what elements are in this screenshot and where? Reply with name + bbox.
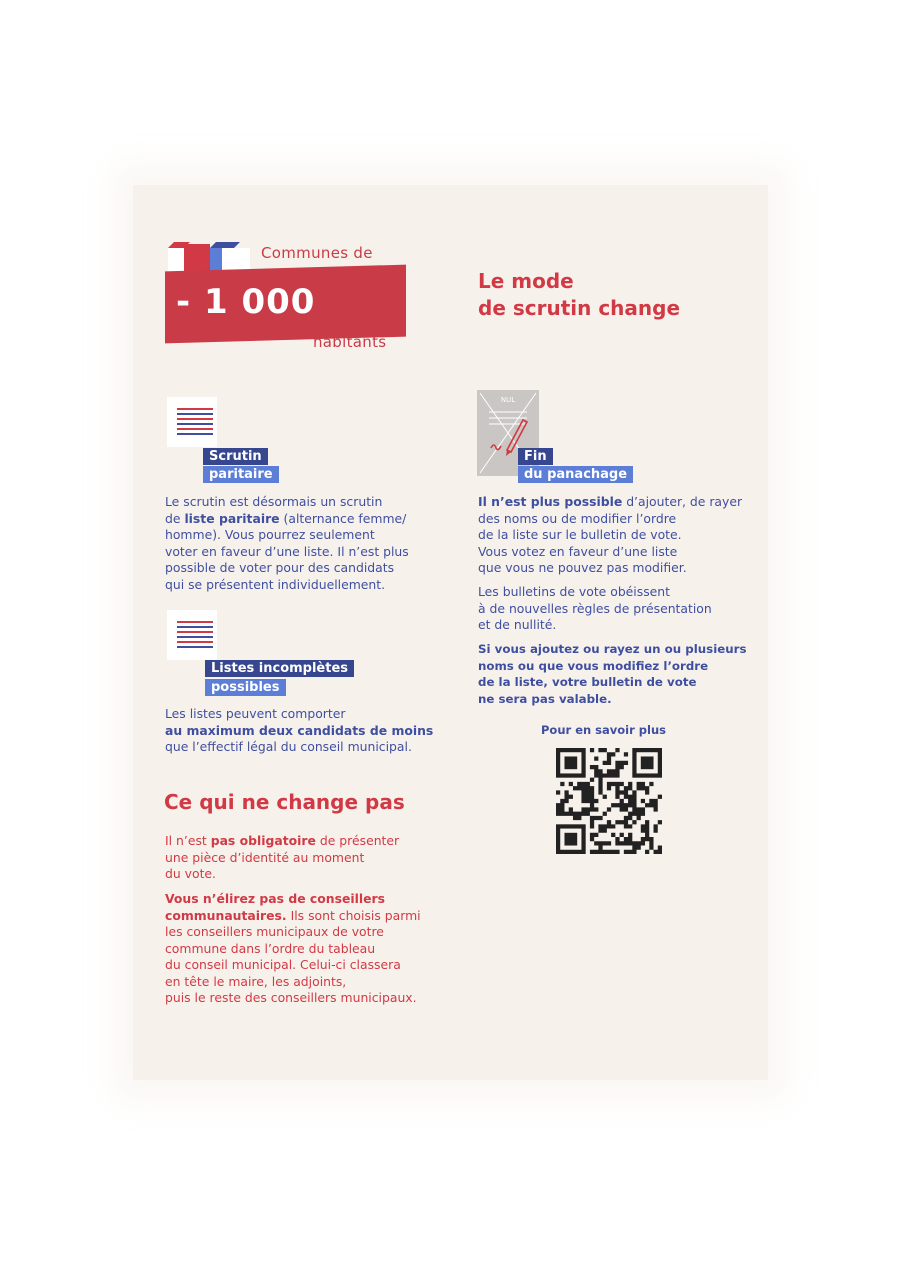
void-label: NUL [500,396,516,404]
scrutin-paritaire-text: Le scrutin est désormais un scrutin de liste paritaire (alternance femme/ homme). Vous pourrez seulement voter en faveur d’une liste. Il n’est plus possible de voter pour des candidats qui se présentent individuellement. [165,494,409,592]
tag-possibles: possibles [205,679,286,696]
logo-bottom-text: habitants [313,333,387,351]
listes-incompletes-text: Les listes peuvent comporter au maximum deux candidats de moins que l’effectif légal du conseil municipal. [165,706,434,754]
more-info-label: Pour en savoir plus [541,723,667,737]
ballot-icon [167,610,217,660]
unchanged-title: Ce qui ne change pas [164,790,405,814]
tag-scrutin: Scrutin [203,448,268,465]
unchanged-paragraph-2: Vous n’élirez pas de conseillers communautaires. Ils sont choisis parmi les conseillers municipaux de votre commune dans l’ordre du tableau du conseil municipal. Celui-ci classera en tête le maire, les adjoints, puis le reste des conseillers municipaux. [165,891,421,1005]
panachage-paragraph-2: Les bulletins de vote obéissent à de nouvelles règles de présentation et de nullité. [478,584,712,632]
main-title: Le mode de scrutin change [478,269,681,320]
panachage-paragraph-3: Si vous ajoutez ou rayez un ou plusieurs noms ou que vous modifiez l’ordre de la liste, votre bulletin de vote ne sera pas valable. [478,642,747,706]
ballot-icon [167,397,217,447]
qr-code-icon[interactable] [556,748,662,854]
tag-paritaire: paritaire [203,466,279,483]
panachage-paragraph-1: Il n’est plus possible d’ajouter, de rayer des noms ou de modifier l’ordre de la liste sur le bulletin de vote. Vous votez en faveur d’une liste que vous ne pouvez pas modifier. [478,494,743,575]
unchanged-paragraph-1: Il n’est pas obligatoire de présenter une pièce d’identité au moment du vote. [165,833,400,881]
tag-du-panachage: du panachage [518,466,633,483]
logo-number: - 1 000 [176,282,316,322]
tag-fin: Fin [518,448,553,465]
tag-listes-incompletes: Listes incomplètes [205,660,354,677]
logo-top-text: Communes de [261,244,373,262]
